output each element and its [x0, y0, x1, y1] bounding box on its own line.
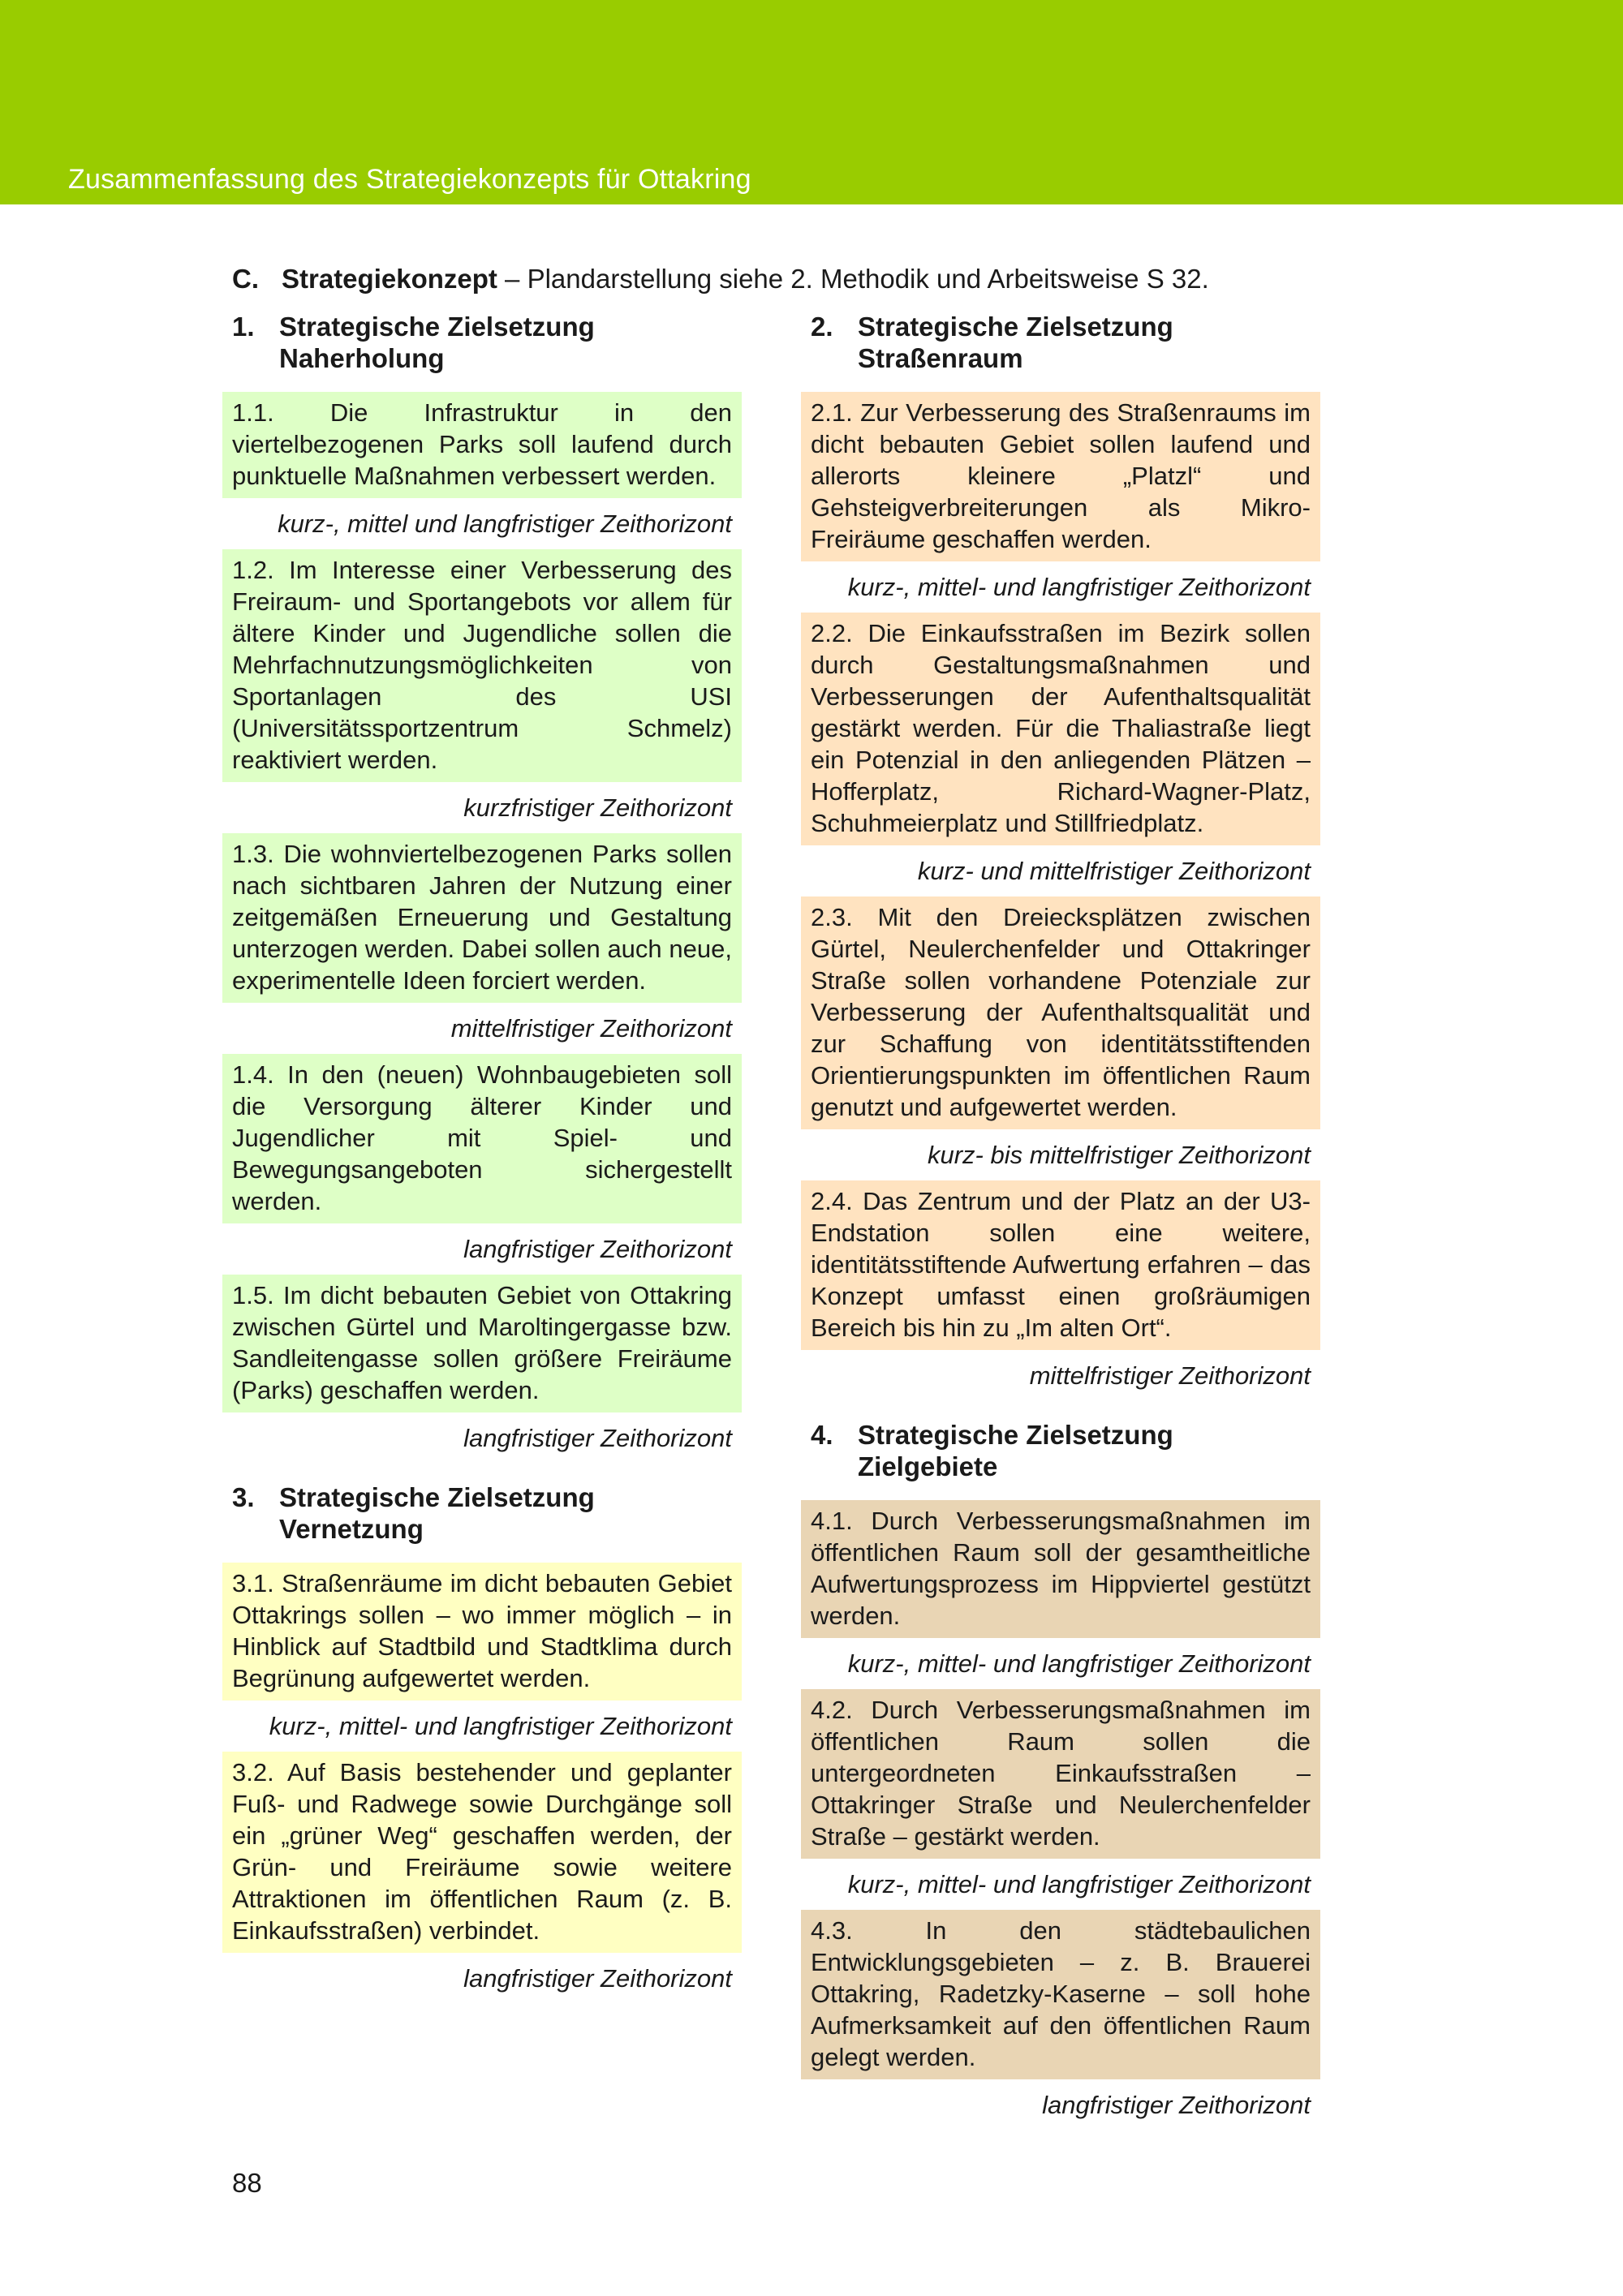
goal-box-1-4: 1.4. In den (neuen) Wohnbaugebieten soll die Versorgung älterer Kinder und Jugendlicher mit Spiel- und Bewegungsangeboten sichergestellt werden.: [222, 1054, 742, 1223]
heading-rest: – Plandarstellung siehe 2. Methodik und Arbeitsweise S 32.: [497, 264, 1209, 294]
time-horizon: langfristiger Zeithorizont: [463, 1235, 732, 1263]
header-title: Zusammenfassung des Strategiekonzepts für Ottakring: [68, 164, 751, 195]
section-title-line2: Naherholung: [279, 343, 445, 373]
time-horizon: kurzfristiger Zeithorizont: [463, 793, 732, 822]
time-horizon: kurz- bis mittelfristiger Zeithorizont: [927, 1141, 1311, 1169]
goal-box-1-1: 1.1. Die Infrastruktur in den viertelbezogenen Parks soll laufend durch punktuelle Maßnahmen verbessert werden.: [222, 392, 742, 498]
time-horizon: kurz-, mittel- und langfristiger Zeithorizont: [847, 573, 1311, 601]
section-title-zielgebiete: [801, 1419, 1320, 1482]
time-horizon: langfristiger Zeithorizont: [463, 1424, 732, 1452]
goal-box-4-2: 4.2. Durch Verbesserungsmaßnahmen im öffentlichen Raum sollen die untergeordneten Einkaufsstraßen – Ottakringer Straße und Neulerchenfelder Straße – gestärkt werden.: [801, 1689, 1320, 1859]
goal-box-2-4: 2.4. Das Zentrum und der Platz an der U3-Endstation sollen eine weitere, identitätsstiftende Aufwertung erfahren – das Konzept umfasst einen großräumigen Bereich bis hin zu „Im alten Ort“.: [801, 1180, 1320, 1350]
time-horizon: mittelfristiger Zeithorizont: [1029, 1361, 1311, 1390]
goal-box-4-1: 4.1. Durch Verbesserungsmaßnahmen im öffentlichen Raum soll der gesamtheitliche Aufwertungsprozess im Hippviertel gestützt werden.: [801, 1500, 1320, 1638]
right-column: [801, 311, 1320, 2130]
goal-box-3-2: 3.2. Auf Basis bestehender und geplanter Fuß- und Radwege sowie Durchgänge soll ein „grüner Weg“ geschaffen werden, der Grün- und Freiräume sowie weitere Attraktionen im öffentlichen Raum (z. B. Einkaufsstraßen) verbindet.: [222, 1752, 742, 1953]
section-title-line2: Straßenraum: [858, 343, 1023, 373]
page-number: 88: [232, 2168, 262, 2198]
section-number: 2.: [811, 312, 833, 342]
goal-box-1-2: 1.2. Im Interesse einer Verbesserung des Freiraum- und Sportangebots vor allem für ältere Kinder und Jugendliche sollen die Mehrfachnutzungsmöglichkeiten von Sportanlagen des USI (Universitätssportzentrum Schmelz) reaktiviert werden.: [222, 549, 742, 782]
goal-box-3-1: 3.1. Straßenräume im dicht bebauten Gebiet Ottakrings sollen – wo immer möglich – in Hinblick auf Stadtbild und Stadtklima durch Begrünung aufgewertet werden.: [222, 1563, 742, 1701]
heading-title: Strategiekonzept: [282, 264, 497, 294]
section-title-line1: Strategische Zielsetzung: [279, 1482, 595, 1512]
goal-box-1-5: 1.5. Im dicht bebauten Gebiet von Ottakring zwischen Gürtel und Maroltingergasse bzw. Sandleitengasse sollen größere Freiräume (Parks) geschaffen werden.: [222, 1275, 742, 1412]
time-horizon: kurz-, mittel- und langfristiger Zeithorizont: [847, 1649, 1311, 1678]
left-column: [222, 311, 742, 2004]
section-title-line2: Zielgebiete: [858, 1451, 998, 1481]
time-horizon: langfristiger Zeithorizont: [463, 1964, 732, 1993]
section-title-line2: Vernetzung: [279, 1514, 424, 1544]
time-horizon: kurz-, mittel und langfristiger Zeithorizont: [278, 510, 732, 538]
section-title-line1: Strategische Zielsetzung: [858, 1420, 1173, 1450]
goal-box-2-3: 2.3. Mit den Dreiecksplätzen zwischen Gürtel, Neulerchenfelder und Ottakringer Straße sollen vorhandene Potenziale zur Verbesserung der Aufenthaltsqualität und zur Schaffung von identitätsstiftenden Orientierungspunkten im öffentlichen Raum genutzt und aufgewertet werden.: [801, 896, 1320, 1129]
goal-box-1-3: 1.3. Die wohnviertelbezogenen Parks sollen nach sichtbaren Jahren der Nutzung einer zeitgemäßen Erneuerung und Gestaltung unterzogen werden. Dabei sollen auch neue, experimentelle Ideen forciert werden.: [222, 833, 742, 1003]
header-banner: [0, 0, 1623, 204]
section-title-naherholung: [222, 311, 742, 374]
goal-box-2-1: 2.1. Zur Verbesserung des Straßenraums im dicht bebauten Gebiet sollen laufend und allerorts kleinere „Platzl“ und Gehsteigverbreiterungen als Mikro-Freiräume geschaffen werden.: [801, 392, 1320, 561]
time-horizon: langfristiger Zeithorizont: [1042, 2091, 1311, 2119]
section-title-strassenraum: [801, 311, 1320, 374]
section-heading: [232, 264, 1209, 295]
heading-label: C.: [232, 264, 259, 294]
section-number: 3.: [232, 1482, 255, 1512]
time-horizon: kurz-, mittel- und langfristiger Zeithorizont: [847, 1870, 1311, 1898]
time-horizon: kurz- und mittelfristiger Zeithorizont: [917, 857, 1311, 885]
section-title-line1: Strategische Zielsetzung: [858, 312, 1173, 342]
section-title-line1: Strategische Zielsetzung: [279, 312, 595, 342]
section-number: 4.: [811, 1420, 833, 1450]
time-horizon: mittelfristiger Zeithorizont: [450, 1014, 732, 1043]
goal-box-4-3: 4.3. In den städtebaulichen Entwicklungsgebieten – z. B. Brauerei Ottakring, Radetzky-Kaserne – soll hohe Aufmerksamkeit auf den öffentlichen Raum gelegt werden.: [801, 1910, 1320, 2079]
time-horizon: kurz-, mittel- und langfristiger Zeithorizont: [269, 1712, 732, 1740]
section-number: 1.: [232, 312, 255, 342]
section-title-vernetzung: [222, 1481, 742, 1545]
goal-box-2-2: 2.2. Die Einkaufsstraßen im Bezirk sollen durch Gestaltungsmaßnahmen und Verbesserungen der Aufenthaltsqualität gestärkt werden. Für die Thaliastraße liegt ein Potenzial in den anliegenden Plätzen – Hofferplatz, Richard-Wagner-Platz, Schuhmeierplatz und Stillfriedplatz.: [801, 613, 1320, 845]
